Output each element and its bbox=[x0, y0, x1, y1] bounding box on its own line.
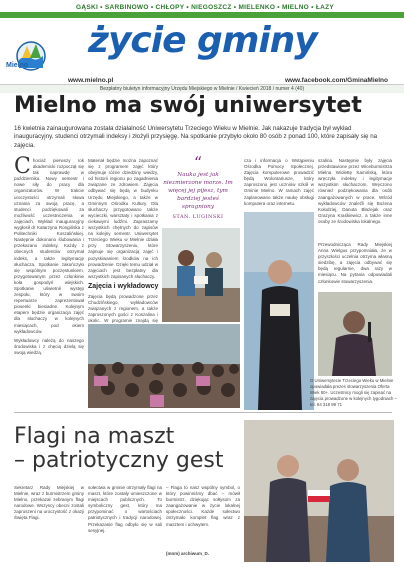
column-1-text-b: Wykładowcy należą do naszego środowiska i z chęcią dzielą się swoją wiedzą. bbox=[14, 337, 84, 355]
quote-text: Nauka jest jak niezmierzone morze. Im więcej jej pijesz, tym bardziej jesteś spragniony bbox=[163, 172, 233, 210]
village-list: GĄSKI • SARBINOWO • CHŁOPY • NIEGOSZCZ • MIELENKO • MIELNO • ŁAZY bbox=[75, 4, 334, 11]
website-link[interactable]: www.mielno.pl bbox=[68, 77, 114, 84]
article2-headline-line1: Flagi na maszt bbox=[14, 424, 175, 449]
column-1-text: hociaż pierwszy rok akademicki rozpoczął się tak naprawdę w październiku. Nowy semestr i nowe siły do pracy dla organizatorów. W trakcie uroczystości otrzymali słowa uznania za swoją pracę, a studenci podziękowali za możliwość uczestniczenia w zajęciach. Wykład inauguracyjny wygłosił dr Katarzyna Rongińska z Politechniki Koszalińskiej. Następnie dokonano ślubowania i przekazano indeksy. Każdy z obecnych studentów otrzymał indeks, a także legitymację słuchacza. Spotkanie zakończyło się wspólnym poczęstunkiem, przygotowanym przez członkinie koła gospodyń wiejskich. Spotkanie uświetnił występ zespołu, który w swoim repertuarze zaprezentował piosenki biesiadne. Kolejnym etapem będzie organizacja zajęć dla słuchaczy w kolejnych miesiącach, pod okiem wykładowców. bbox=[14, 158, 84, 334]
article-column-4: szalina. Następnie były zajęcia przedstawione przez Wiceburmistrza Mielna Wiolettę Kamińską, która wręczyła indeksy i legitymacje wszystkim słuchaczom. Wręczono również podziękowania dla osób zaangażowanych w prace. Wśród wykładowców znaleźli się Bożena Kołodziej, Danuta Błażejak oraz Grażyna Kraśkiewicz, a także inne osoby ze środowiska lokalnego. bbox=[318, 158, 392, 224]
article-column-1 bbox=[14, 154, 84, 400]
photo-flags-icon bbox=[244, 420, 394, 562]
facebook-link[interactable]: www.facebook.com/GminaMielno bbox=[284, 77, 388, 84]
gmina-logo-icon bbox=[14, 38, 48, 78]
photo-speaker-icon bbox=[244, 212, 314, 410]
pull-quote bbox=[162, 155, 234, 223]
section-divider bbox=[14, 412, 392, 413]
drop-cap: C bbox=[14, 154, 31, 179]
article2-headline bbox=[14, 425, 224, 473]
photo-ceremony bbox=[162, 228, 240, 322]
photo-microphone-icon bbox=[318, 292, 392, 376]
logo-wordmark: Mielno bbox=[6, 62, 29, 69]
photo-speaker bbox=[244, 212, 314, 410]
photo-microphone bbox=[318, 292, 392, 376]
article-lead: 16 kwietnia zainaugurowana została działalność Uniwersytetu Trzeciego Wieku w Mielnie. Jak nakazuje tradycja był wykład inauguracyjny, studenci otrzymali indeksy i złożyli przysięgę. Na spotkanie przybyło około 80 osób z ponad 100, które zapisały się na zajęcia. bbox=[14, 125, 378, 149]
article2-headline-line2: – patriotyczny gest bbox=[14, 448, 224, 473]
article-headline: Mielno ma swój uniwersytet bbox=[14, 93, 362, 118]
paper-title: życie gminy bbox=[88, 20, 317, 61]
article2-column-1: Sekretarz Rady Miejskiej w Mielnie, wraz z burmistrzem gminy Mielno, przekazał zebranym flagi narodowe. Wszyscy obecni zostali zaproszeni na uroczystość z okazji Święta Flagi. bbox=[14, 485, 84, 521]
section-subhead: Zajęcia i wykładowcy bbox=[88, 283, 159, 290]
quote-signature: STAN. LUGINSKI bbox=[172, 214, 224, 220]
photo-audience-icon bbox=[88, 324, 240, 408]
photo-audience bbox=[88, 324, 240, 408]
article2-column-2: sołectwa w gminie otrzymały flagi na maszt, które zostały umieszczone w miejscach publicznych. To symboliczny gest, który ma przypominać o wartościach patriotycznych i tradycji narodowej. Przekazanie flag odbyło się w sali sesyjnej. bbox=[88, 485, 162, 533]
photo-caption: O Uniwersytecie Trzeciego Wieku w Mielnie opowiadała prezes stowarzyszenia Oferta Wiek 50+. Uczestnicy mogli się zapisać na zajęcia prowadzone w kolejnych tygodniach – tel. 94 318 99 71 bbox=[310, 378, 397, 407]
article-column-3: cza i informacja o Wstąpieniu Ośrodka Pomocy Społecznej. Zajęcia komputerowe prowadzić będą Wolontariusze, który zaproszono jest uczniów szkół w Gminie Mielno. W ramach zajęć zaplanowano także naukę obsługi komputera oraz internetu. bbox=[244, 158, 314, 206]
photo-flags bbox=[244, 420, 394, 562]
photo-ceremony-icon bbox=[162, 228, 240, 322]
article-column-2b: Zajęcia będą prowadzone przez Chudzińskiego, wykładowców związanych z regionem, a także zaproszonych gości z Koszalina i okolic. W programie znajdą się bbox=[88, 294, 158, 324]
article2-signature: (mnm) archiwum_D. bbox=[166, 551, 210, 556]
article2-column-3: – Flaga to nasz wspólny symbol, o który powinniśmy dbać – mówił burmistrz, dziękując sołtysom za zaangażowanie w życie lokalnej społeczności. Każde sołectwo otrzymało komplet flag wraz z masztem i uchwytem. bbox=[166, 485, 240, 527]
article-column-2: Materiał będzie można zapoznać się z programem zajęć który obejmuje różne dziedziny wiedzy, od historii regionu po zagadnienia związane ze zdrowiem. Zajęcia odbywać się będą w budynku Urzędu Miejskiego, a także w Gminnym Ośrodku Kultury. Dla słuchaczy przygotowano także wycieczki, warsztaty i spotkania z ciekawymi ludźmi. Zapraszamy wszystkich chętnych do zapisów na kolejny semestr. Uniwersytet Trzeciego Wieku w Mielnie działa przy Stowarzyszeniu, które zajmuje się organizacją zajęć i pozyskiwaniem środków na ich prowadzenie. Dzięki temu udział w zajęciach jest bezpłatny dla wszystkich zapisanych słuchaczy. bbox=[88, 158, 158, 279]
issue-info: Bezpłatny biuletyn informacyjny Urzędu Miejskiego w Mielnie / Kwiecień 2018 / numer 4 (40) bbox=[0, 84, 404, 93]
article-column-4b: Przewodnicząca Rady Miejskiej Anna Wielgus przypomniała, że w przyszłości uczelnia otrzyma własną siedzibę, a zajęcia odbywać się będą regularnie, dwa razy w miesiącu. Na pytania odpowiadali członkowie stowarzyszenia. bbox=[318, 242, 392, 284]
quote-mark-icon: “ bbox=[193, 153, 203, 172]
